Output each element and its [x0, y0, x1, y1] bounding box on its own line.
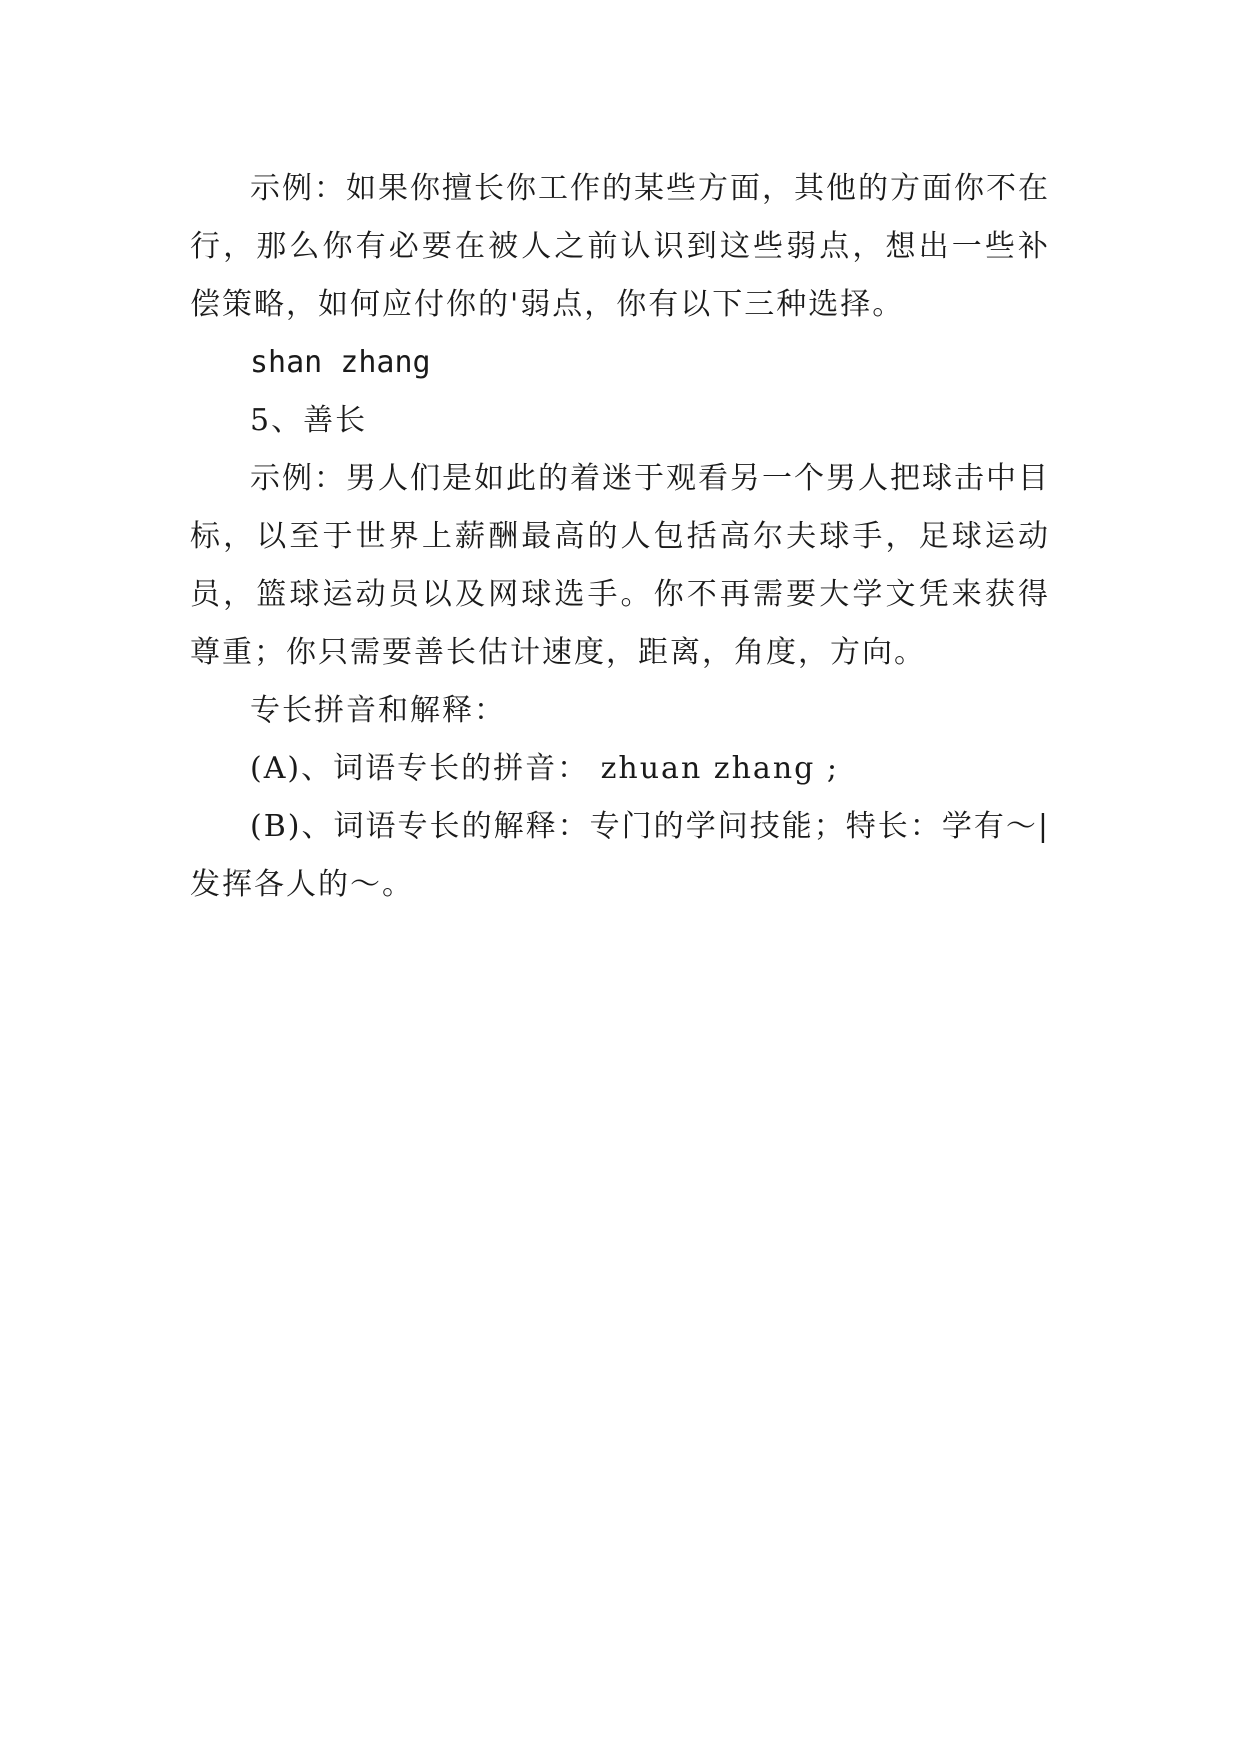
pinyin-shan-zhang: shan zhang [250, 345, 431, 380]
definition-line: (B)、词语专长的解释：专门的学问技能；特长：学有～|发挥各人的～。 [190, 809, 1050, 902]
example-paragraph-1: 示例：如果你擅长你工作的某些方面，其他的方面你不在行，那么你有必要在被人之前认识到这些弱点，想出一些补偿策略，如何应付你的'弱点，你有以下三种选择。 [190, 171, 1050, 322]
example-paragraph-2: 示例：男人们是如此的着迷于观看另一个男人把球击中目标，以至于世界上薪酬最高的人包括高尔夫球手，足球运动员，篮球运动员以及网球选手。你不再需要大学文凭来获得尊重；你只需要善长估计速度，距离，角度，方向。 [190, 461, 1050, 670]
section-heading: 专长拼音和解释： [250, 693, 506, 728]
entry-heading-5: 5、善长 [250, 403, 368, 438]
document-body [190, 160, 1050, 914]
pinyin-line: (A)、词语专长的拼音： zhuan zhang ; [250, 751, 839, 786]
